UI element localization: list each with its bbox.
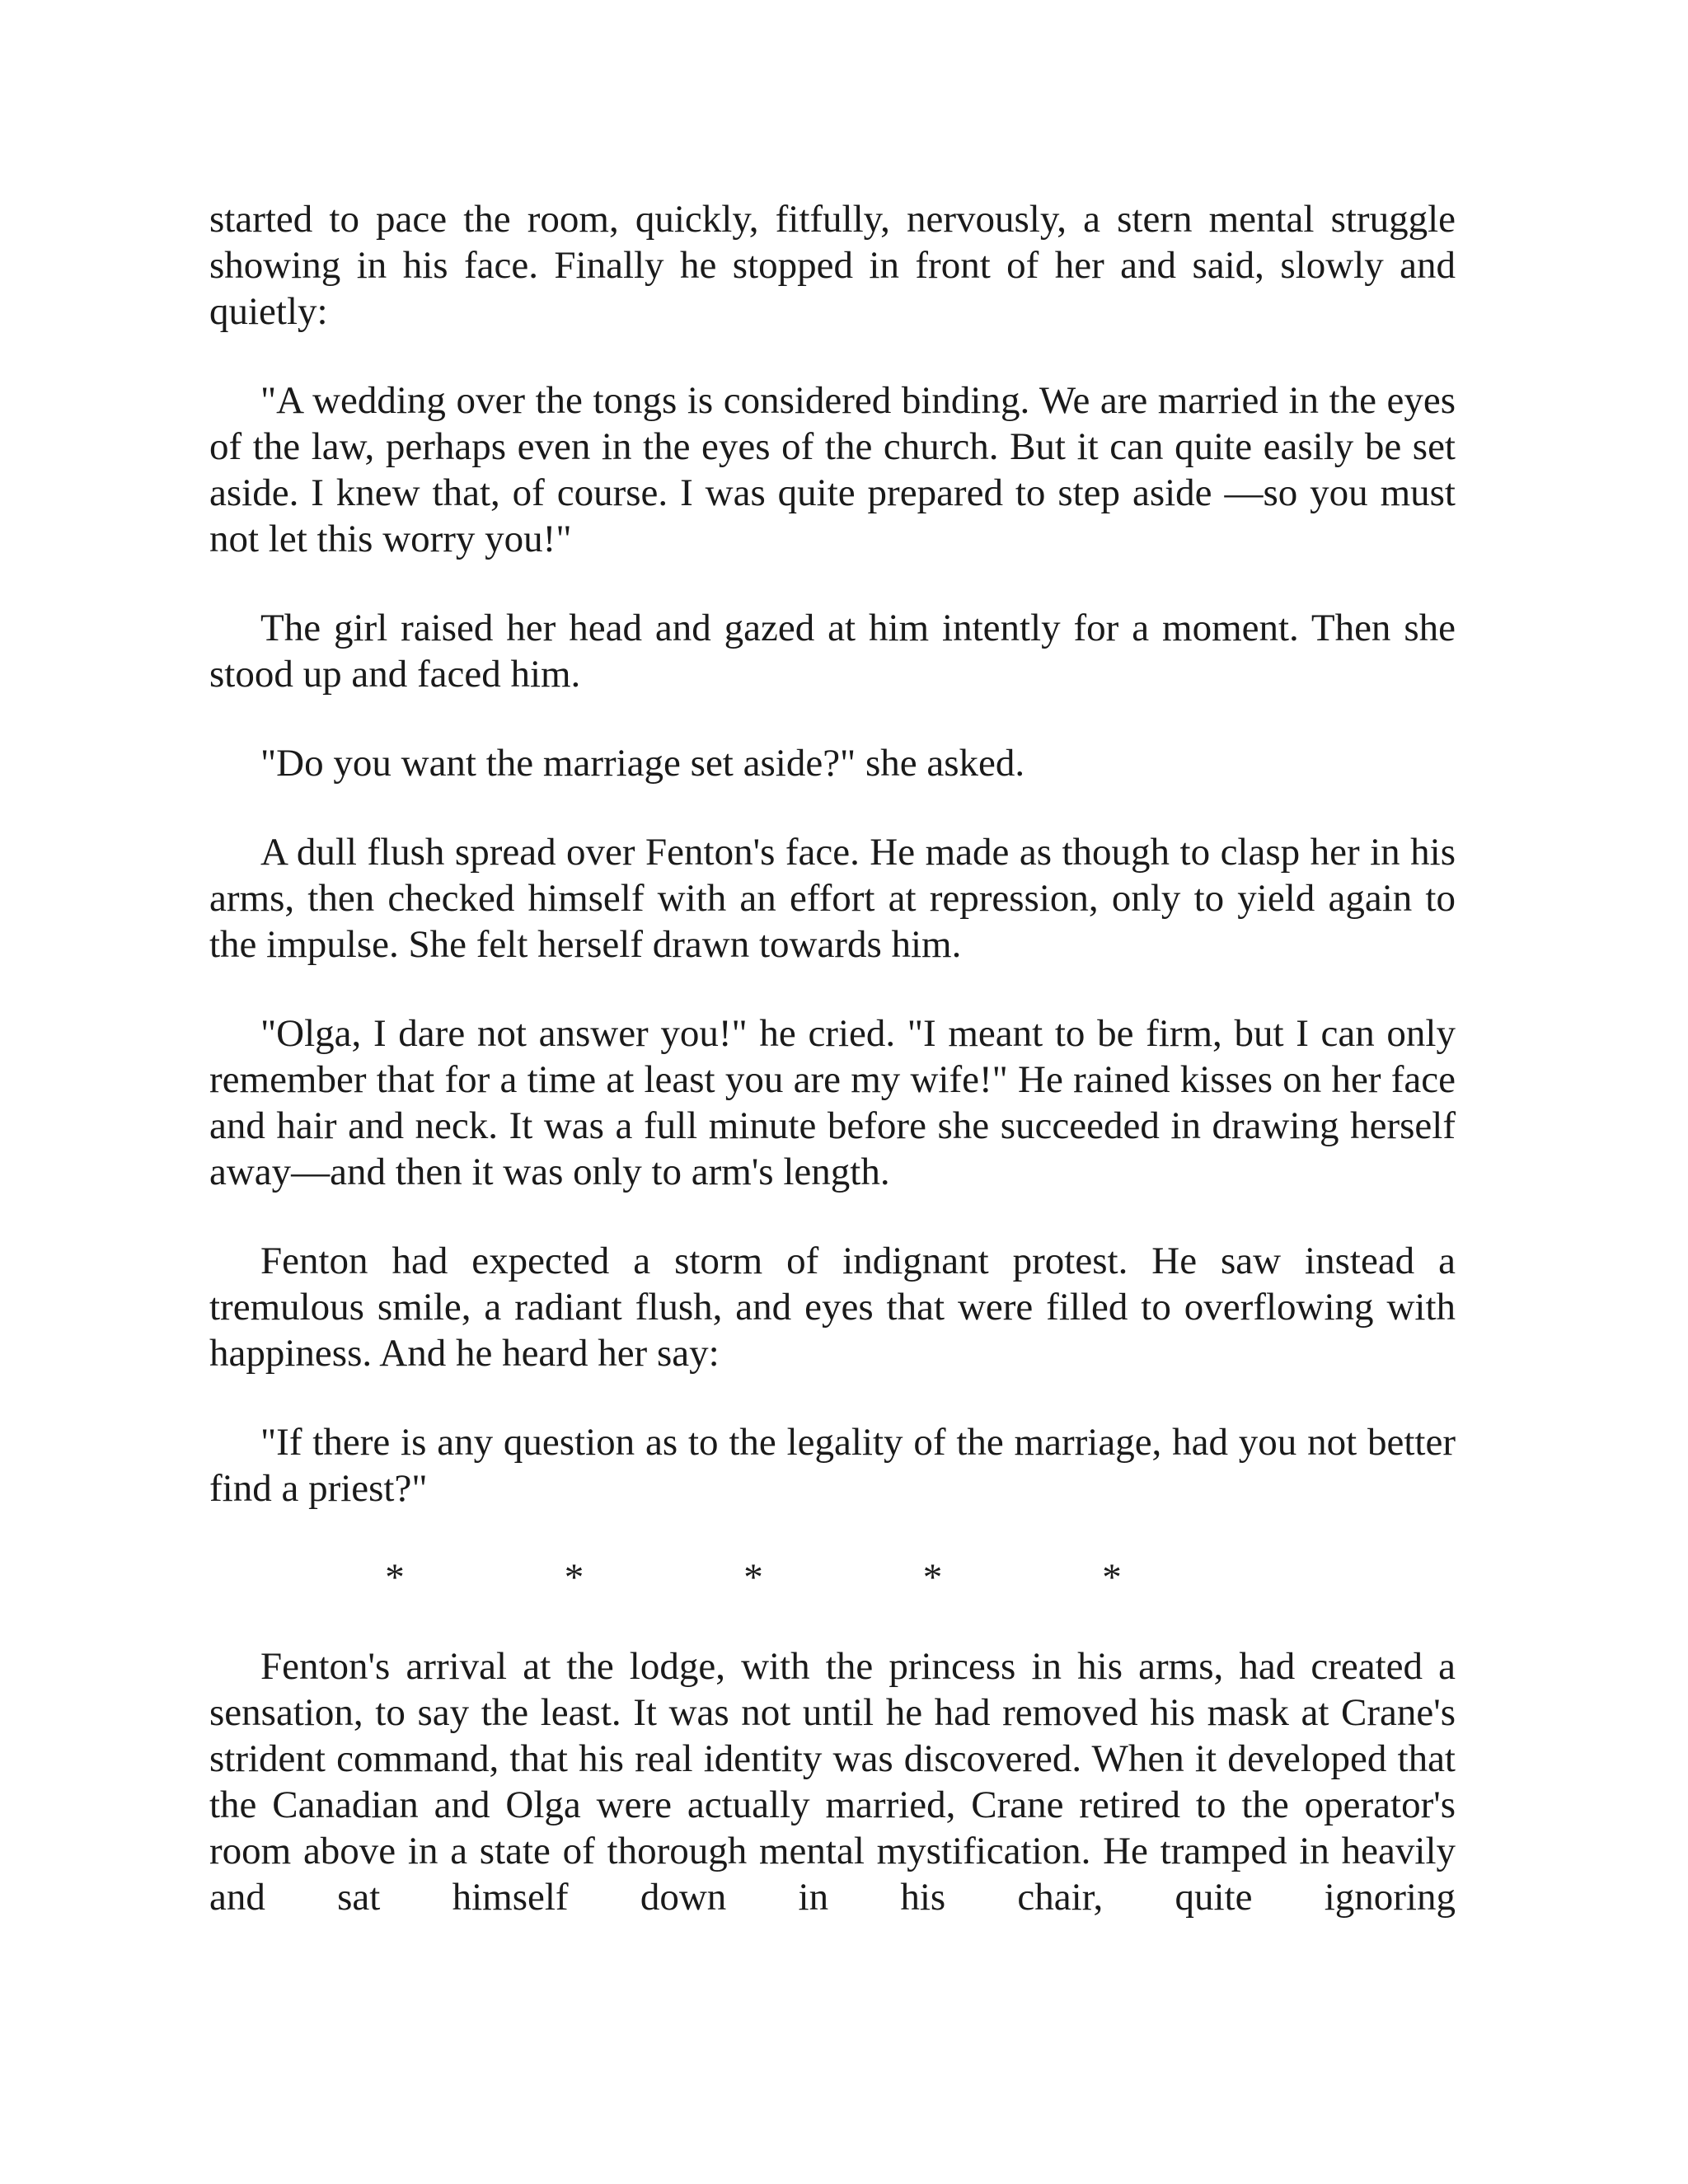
- document-page: [209, 196, 1456, 1963]
- scene-break-asterisk: *: [564, 1556, 584, 1599]
- paragraph-7: Fenton had expected a storm of indignant protest. He saw instead a tremulous smile, a radiant flush, and eyes that were filled to overflowing with happiness. And he heard her say:: [209, 1240, 1456, 1375]
- scene-break-asterisk: *: [743, 1556, 763, 1599]
- scene-break-asterisk: *: [1102, 1556, 1122, 1599]
- paragraph-1: started to pace the room, quickly, fitfully, nervously, a stern mental struggle showing in his face. Finally he stopped in front of her and said, slowly and quietly:: [209, 198, 1456, 333]
- paragraph-3: The girl raised her head and gazed at him intently for a moment. Then she stood up and faced him.: [209, 607, 1456, 696]
- scene-break: [382, 1554, 1124, 1601]
- paragraph-6: "Olga, I dare not answer you!" he cried. "I meant to be firm, but I can only remember that for a time at least you are my wife!" He rained kisses on her face and hair and neck. It was a full minute before she succeeded in drawing herself away—and then it was only to arm's length.: [209, 1012, 1456, 1193]
- paragraph-2: "A wedding over the tongs is considered binding. We are married in the eyes of the law, perhaps even in the eyes of the church. But it can quite easily be set aside. I knew that, of course. I was quite prepared to step aside —so you must not let this worry you!": [209, 379, 1456, 560]
- paragraph-9: Fenton's arrival at the lodge, with the princess in his arms, had created a sensation, to say the least. It was not until he had removed his mask at Crane's strident command, that his real identity was discovered. When it developed that the Canadian and Olga were actually married, Crane retired to the operator's room above in a state of thorough mental mystification. He tramped in heavily and sat himself down in his chair, quite ignoring: [209, 1645, 1456, 1919]
- paragraph-8: "If there is any question as to the legality of the marriage, had you not better find a priest?": [209, 1421, 1456, 1510]
- scene-break-asterisk: *: [385, 1556, 405, 1599]
- paragraph-5: A dull flush spread over Fenton's face. He made as though to clasp her in his arms, then checked himself with an effort at repression, only to yield again to the impulse. She felt herself drawn towards him.: [209, 831, 1456, 966]
- scene-break-asterisk: *: [922, 1556, 943, 1599]
- paragraph-4: "Do you want the marriage set aside?" she asked.: [260, 742, 1025, 785]
